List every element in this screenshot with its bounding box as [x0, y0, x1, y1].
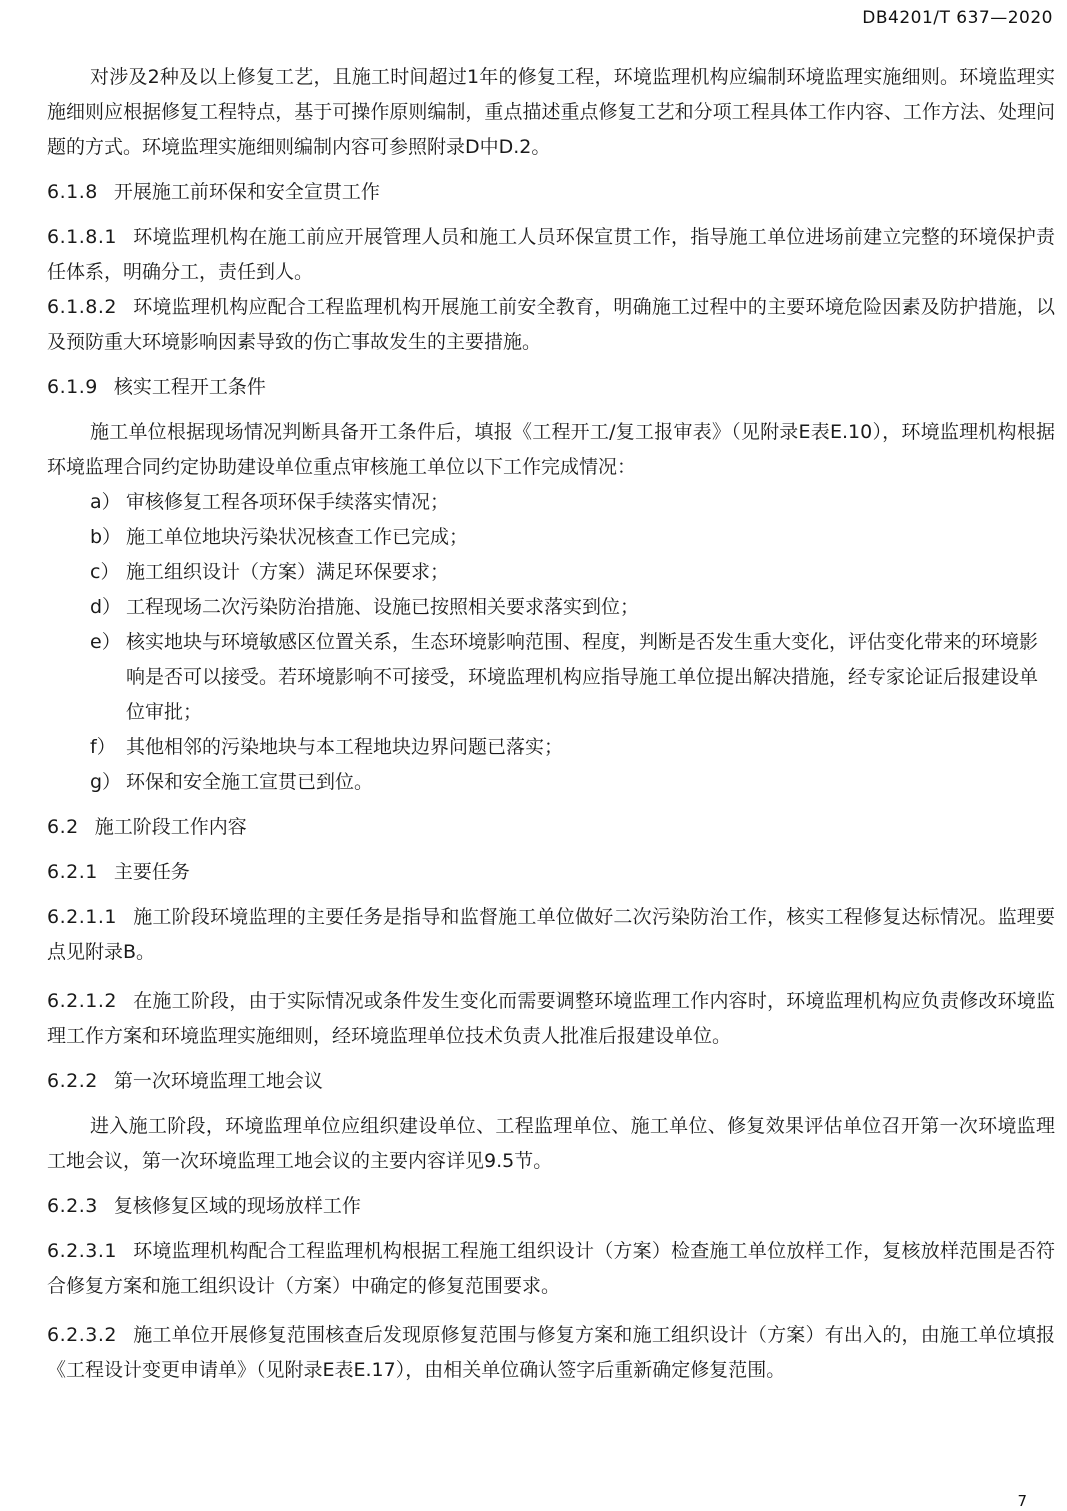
list-item [47, 555, 1055, 590]
clause-number: 6.2.1.1 [47, 906, 117, 928]
list-marker: c） [90, 561, 120, 583]
section-heading-6-2-2 [47, 1064, 1055, 1099]
clause-number: 6.2.3.1 [47, 1240, 117, 1262]
intro-paragraph: 对涉及2种及以上修复工艺，且施工时间超过1年的修复工程，环境监理机构应编制环境监理实施细则。环境监理实施细则应根据修复工程特点，基于可操作原则编制，重点描述重点修复工艺和分项工程具体工作内容、工作方法、处理问题的方式。环境监理实施细则编制内容可参照附录D中D.2。 [47, 66, 1055, 158]
section-heading-6-2 [47, 810, 1055, 845]
clause-text: 施工阶段环境监理的主要任务是指导和监督施工单位做好二次污染防治工作，核实工程修复达标情况。监理要点见附录B。 [47, 906, 1055, 963]
document-code: DB4201/T 637—2020 [862, 8, 1053, 28]
list-item [47, 590, 1055, 625]
clause-6-2-1-1 [47, 900, 1055, 970]
clause-number: 6.1.8.2 [47, 296, 117, 318]
paragraph-6-2-2: 进入施工阶段，环境监理单位应组织建设单位、工程监理单位、施工单位、修复效果评估单位召开第一次环境监理工地会议，第一次环境监理工地会议的主要内容详见9.5节。 [47, 1115, 1055, 1172]
clause-6-2-3-1 [47, 1234, 1055, 1304]
list-marker: b） [90, 526, 122, 548]
list-item-text: 核实地块与环境敏感区位置关系，生态环境影响范围、程度，判断是否发生重大变化，评估变化带来的环境影响是否可以接受。若环境影响不可接受，环境监理机构应指导施工单位提出解决措施，经专家论证后报建设单位审批； [126, 631, 1039, 723]
list-marker: g） [90, 771, 122, 793]
clause-text: 施工单位开展修复范围核查后发现原修复范围与修复方案和施工组织设计（方案）有出入的，由施工单位填报《工程设计变更申请单》（见附录E表E.17），由相关单位确认签字后重新确定修复范围。 [47, 1324, 1055, 1381]
clause-number: 6.2.1.2 [47, 990, 117, 1012]
page-number: 7 [1017, 1492, 1027, 1510]
section-heading-6-1-8 [47, 175, 1055, 210]
clause-text: 环境监理机构应配合工程监理机构开展施工前安全教育，明确施工过程中的主要环境危险因素及防护措施，以及预防重大环境影响因素导致的伤亡事故发生的主要措施。 [47, 296, 1055, 353]
list-item [47, 765, 1055, 800]
list-item-text: 施工单位地块污染状况核查工作已完成； [126, 526, 469, 548]
list-item-text: 环保和安全施工宣贯已到位。 [126, 771, 374, 793]
section-number: 6.2.2 [47, 1070, 98, 1092]
clause-text: 环境监理机构在施工前应开展管理人员和施工人员环保宣贯工作，指导施工单位进场前建立完整的环境保护责任体系，明确分工，责任到人。 [47, 226, 1055, 283]
section-title: 主要任务 [113, 861, 190, 883]
section-title: 施工阶段工作内容 [94, 816, 247, 838]
list-item-text: 工程现场二次污染防治措施、设施已按照相关要求落实到位； [126, 596, 640, 618]
list-item [47, 485, 1055, 520]
list-item-text: 施工组织设计（方案）满足环保要求； [126, 561, 450, 583]
list-marker: a） [90, 491, 121, 513]
section-title: 核实工程开工条件 [113, 376, 266, 398]
list-item [47, 520, 1055, 555]
section-title: 第一次环境监理工地会议 [113, 1070, 323, 1092]
clause-6-2-3-2 [47, 1318, 1055, 1388]
clause-number: 6.2.3.2 [47, 1324, 117, 1346]
section-number: 6.2.3 [47, 1195, 98, 1217]
clause-text: 在施工阶段，由于实际情况或条件发生变化而需要调整环境监理工作内容时，环境监理机构应负责修改环境监理工作方案和环境监理实施细则，经环境监理单位技术负责人批准后报建设单位。 [47, 990, 1055, 1047]
clause-6-2-1-2 [47, 984, 1055, 1054]
section-heading-6-2-3 [47, 1189, 1055, 1224]
conditions-list [47, 485, 1055, 800]
section-number: 6.1.9 [47, 376, 98, 398]
section-number: 6.2 [47, 816, 79, 838]
clause-6-1-8-2 [47, 290, 1055, 360]
section-heading-6-1-9 [47, 370, 1055, 405]
paragraph-6-1-9: 施工单位根据现场情况判断具备开工条件后，填报《工程开工/复工报审表》（见附录E表E.10），环境监理机构根据环境监理合同约定协助建设单位重点审核施工单位以下工作完成情况： [47, 421, 1055, 478]
clause-text: 环境监理机构配合工程监理机构根据工程施工组织设计（方案）检查施工单位放样工作，复核放样范围是否符合修复方案和施工组织设计（方案）中确定的修复范围要求。 [47, 1240, 1055, 1297]
list-marker: d） [90, 596, 122, 618]
section-title: 复核修复区域的现场放样工作 [113, 1195, 361, 1217]
section-title: 开展施工前环保和安全宣贯工作 [113, 181, 380, 203]
list-item [47, 625, 1055, 730]
section-number: 6.1.8 [47, 181, 98, 203]
list-item [47, 730, 1055, 765]
document-body [47, 60, 1055, 1388]
section-heading-6-2-1 [47, 855, 1055, 890]
list-item-text: 审核修复工程各项环保手续落实情况； [126, 491, 450, 513]
list-marker: e） [90, 631, 121, 653]
list-item-text: 其他相邻的污染地块与本工程地块边界问题已落实； [126, 736, 564, 758]
clause-6-1-8-1 [47, 220, 1055, 290]
section-number: 6.2.1 [47, 861, 98, 883]
list-marker: f） [90, 736, 116, 758]
clause-number: 6.1.8.1 [47, 226, 117, 248]
